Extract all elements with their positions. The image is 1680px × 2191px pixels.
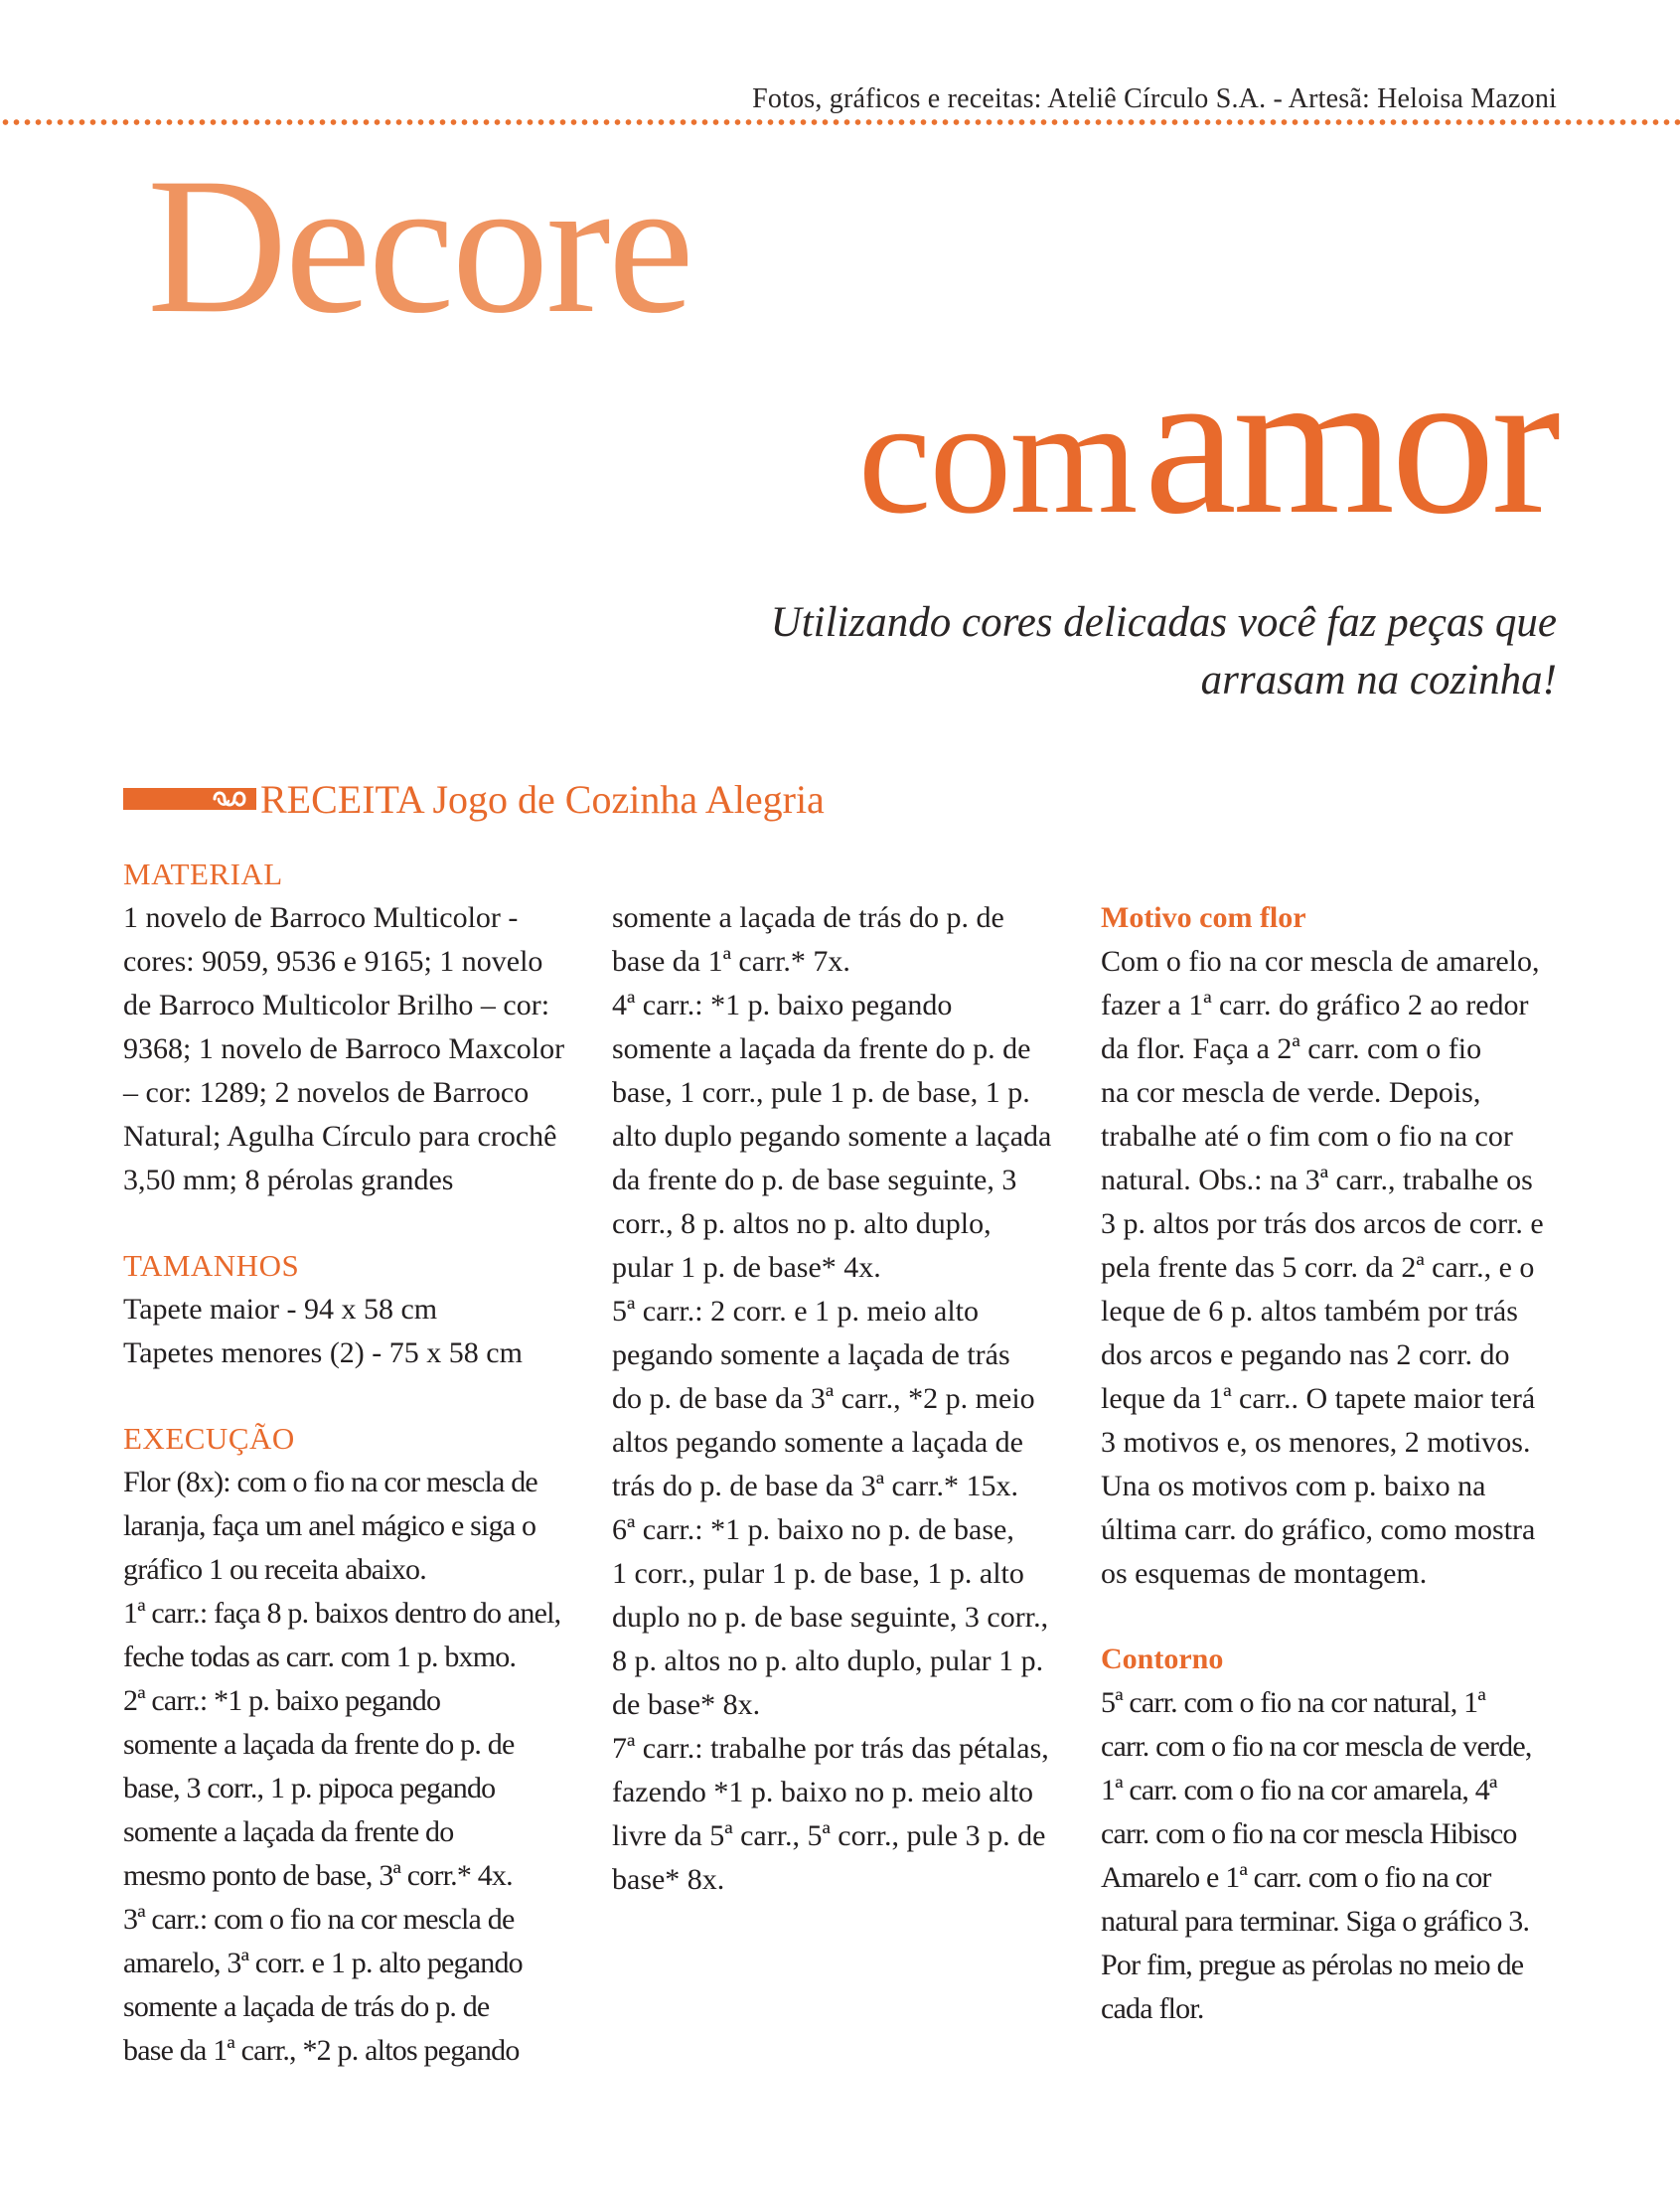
motivo-text xyxy=(1101,940,1578,1596)
recipe-title: RECEITA Jogo de Cozinha Alegria xyxy=(260,776,825,822)
instruction-line: do p. de base da 3ª carr., *2 p. meio xyxy=(612,1382,1035,1415)
motivo-line: leque da 1ª carr.. O tapete maior terá xyxy=(1101,1382,1536,1415)
instruction-line: fazendo *1 p. baixo no p. meio alto xyxy=(612,1776,1034,1808)
instruction-line: 1 corr., pular 1 p. de base, 1 p. alto xyxy=(612,1557,1024,1590)
scroll-ornament-icon xyxy=(207,779,256,819)
execucao-line: amarelo, 3ª corr. e 1 p. alto pegando xyxy=(123,1947,523,1979)
execucao-text xyxy=(123,1461,590,2073)
recipe-heading xyxy=(123,771,825,827)
instruction-line: 6ª carr.: *1 p. baixo no p. de base, xyxy=(612,1513,1014,1546)
execucao-title: EXECUÇÃO xyxy=(123,1421,295,1456)
subtitle-line-1: Utilizando cores delicadas você faz peças que xyxy=(770,599,1557,646)
instruction-line: 8 p. altos no p. alto duplo, pular 1 p. xyxy=(612,1644,1044,1677)
tamanhos-list xyxy=(123,1288,590,1375)
motivo-line: última carr. do gráfico, como mostra xyxy=(1101,1513,1536,1546)
motivo-line: Com o fio na cor mescla de amarelo, xyxy=(1101,945,1540,978)
execucao-line: 3ª carr.: com o fio na cor mescla de xyxy=(123,1903,515,1936)
instruction-line: alto duplo pegando somente a laçada xyxy=(612,1120,1052,1153)
instruction-line: trás do p. de base da 3ª carr.* 15x. xyxy=(612,1470,1018,1502)
material-line: Natural; Agulha Círculo para crochê xyxy=(123,1120,557,1153)
column-3 xyxy=(1101,896,1578,2031)
contorno-line: Amarelo e 1ª carr. com o fio na cor xyxy=(1101,1861,1491,1894)
contorno-line: carr. com o fio na cor mescla Hibisco xyxy=(1101,1817,1517,1850)
execucao-line: 1ª carr.: faça 8 p. baixos dentro do anel, xyxy=(123,1597,561,1630)
instruction-line: 5ª carr.: 2 corr. e 1 p. meio alto xyxy=(612,1295,979,1328)
instruction-line: 4ª carr.: *1 p. baixo pegando xyxy=(612,989,953,1021)
execucao-line: laranja, faça um anel mágico e siga o xyxy=(123,1509,536,1542)
contorno-line: natural para terminar. Siga o gráfico 3. xyxy=(1101,1905,1530,1938)
motivo-line: leque de 6 p. altos também por trás xyxy=(1101,1295,1518,1328)
contorno-line: carr. com o fio na cor mescla de verde, xyxy=(1101,1730,1532,1763)
instruction-line: corr., 8 p. altos no p. alto duplo, xyxy=(612,1207,992,1240)
title-line-1: Decore xyxy=(147,138,691,354)
photo-credits: Fotos, gráficos e receitas: Ateliê Círculo S.A. - Artesã: Heloisa Mazoni xyxy=(752,83,1557,114)
material-line: cores: 9059, 9536 e 9165; 1 novelo xyxy=(123,945,543,978)
subtitle xyxy=(742,594,1557,709)
subtitle-line-2: arrasam na cozinha! xyxy=(1200,657,1557,704)
contorno-title: Contorno xyxy=(1101,1643,1224,1675)
column-2 xyxy=(612,896,1079,1902)
motivo-line: fazer a 1ª carr. do gráfico 2 ao redor xyxy=(1101,989,1529,1021)
contorno-line: Por fim, pregue as pérolas no meio de xyxy=(1101,1949,1524,1981)
contorno-text xyxy=(1101,1681,1578,2031)
title-line-2 xyxy=(857,327,1557,557)
instruction-line: base da 1ª carr.* 7x. xyxy=(612,945,850,978)
material-list xyxy=(123,896,590,1202)
execucao-line: gráfico 1 ou receita abaixo. xyxy=(123,1553,426,1586)
execucao-line: base da 1ª carr., *2 p. altos pegando xyxy=(123,2034,520,2067)
column-1 xyxy=(123,853,590,2073)
motivo-line: os esquemas de montagem. xyxy=(1101,1557,1428,1590)
tamanho-line: Tapete maior - 94 x 58 cm xyxy=(123,1293,438,1326)
execucao-line: somente a laçada de trás do p. de xyxy=(123,1990,490,2023)
instruction-line: pegando somente a laçada de trás xyxy=(612,1338,1010,1371)
title-word-amor: amor xyxy=(1144,327,1557,557)
instruction-line: da frente do p. de base seguinte, 3 xyxy=(612,1164,1017,1196)
title-word-com: com xyxy=(857,365,1137,548)
instruction-line: 7ª carr.: trabalhe por trás das pétalas, xyxy=(612,1732,1049,1765)
tamanhos-title: TAMANHOS xyxy=(123,1248,300,1283)
material-line: 3,50 mm; 8 pérolas grandes xyxy=(123,1164,454,1196)
contorno-line: cada flor. xyxy=(1101,1992,1204,2025)
material-title: MATERIAL xyxy=(123,857,283,891)
motivo-line: Una os motivos com p. baixo na xyxy=(1101,1470,1486,1502)
dotted-divider xyxy=(0,119,1680,125)
instruction-line: somente a laçada de trás do p. de xyxy=(612,901,1004,934)
motivo-line: dos arcos e pegando nas 2 corr. do xyxy=(1101,1338,1510,1371)
material-line: – cor: 1289; 2 novelos de Barroco xyxy=(123,1076,530,1109)
column-2-text xyxy=(612,896,1079,1902)
material-line: 1 novelo de Barroco Multicolor - xyxy=(123,901,519,934)
motivo-line: 3 motivos e, os menores, 2 motivos. xyxy=(1101,1426,1531,1459)
instruction-line: base* 8x. xyxy=(612,1863,725,1896)
motivo-line: da flor. Faça a 2ª carr. com o fio xyxy=(1101,1032,1482,1065)
motivo-line: natural. Obs.: na 3ª carr., trabalhe os xyxy=(1101,1164,1533,1196)
execucao-line: feche todas as carr. com 1 p. bxmo. xyxy=(123,1641,517,1673)
motivo-line: 3 p. altos por trás dos arcos de corr. e xyxy=(1101,1207,1544,1240)
execucao-line: base, 3 corr., 1 p. pipoca pegando xyxy=(123,1772,496,1804)
heading-bar xyxy=(123,788,207,810)
instruction-line: somente a laçada da frente do p. de xyxy=(612,1032,1031,1065)
execucao-line: mesmo ponto de base, 3ª corr.* 4x. xyxy=(123,1859,513,1892)
contorno-line: 5ª carr. com o fio na cor natural, 1ª xyxy=(1101,1686,1485,1719)
tamanho-line: Tapetes menores (2) - 75 x 58 cm xyxy=(123,1336,523,1369)
contorno-line: 1ª carr. com o fio na cor amarela, 4ª xyxy=(1101,1774,1497,1806)
execucao-line: Flor (8x): com o fio na cor mescla de xyxy=(123,1466,537,1498)
instruction-line: pular 1 p. de base* 4x. xyxy=(612,1251,881,1284)
motivo-line: na cor mescla de verde. Depois, xyxy=(1101,1076,1481,1109)
instruction-line: livre da 5ª carr., 5ª corr., pule 3 p. de xyxy=(612,1819,1046,1852)
motivo-title: Motivo com flor xyxy=(1101,901,1306,934)
instruction-line: duplo no p. de base seguinte, 3 corr., xyxy=(612,1601,1049,1634)
instruction-line: altos pegando somente a laçada de xyxy=(612,1426,1023,1459)
material-line: 9368; 1 novelo de Barroco Maxcolor xyxy=(123,1032,565,1065)
motivo-line: pela frente das 5 corr. da 2ª carr., e o xyxy=(1101,1251,1535,1284)
motivo-line: trabalhe até o fim com o fio na cor xyxy=(1101,1120,1513,1153)
instruction-line: base, 1 corr., pule 1 p. de base, 1 p. xyxy=(612,1076,1030,1109)
material-line: de Barroco Multicolor Brilho – cor: xyxy=(123,989,550,1021)
instruction-line: de base* 8x. xyxy=(612,1688,761,1721)
execucao-line: somente a laçada da frente do p. de xyxy=(123,1728,515,1761)
execucao-line: somente a laçada da frente do xyxy=(123,1815,454,1848)
execucao-line: 2ª carr.: *1 p. baixo pegando xyxy=(123,1684,441,1717)
